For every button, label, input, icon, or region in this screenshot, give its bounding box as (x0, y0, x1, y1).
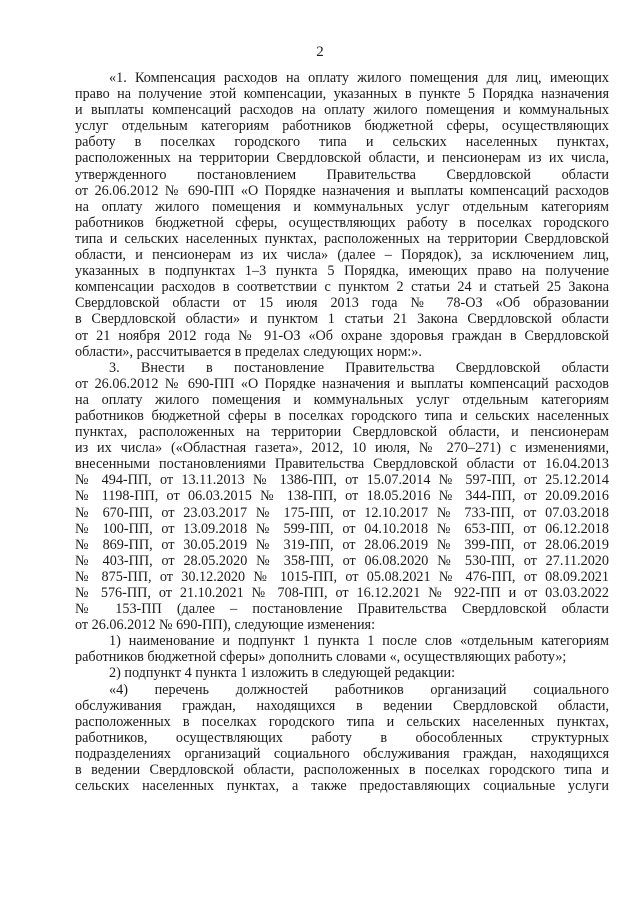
text-line: услуг отдельным категориям работников бюджетной сферы, осуществляющих (75, 118, 609, 135)
text-line: от 21 ноября 2012 года № 91-ОЗ «Об охране здоровья граждан в Свердловской (75, 327, 609, 344)
text-line: № 576-ПП, от 21.10.2021 № 708-ПП, от 16.12.2021 № 922-ПП и от 03.03.2022 (75, 585, 609, 601)
text-line: на оплату жилого помещения и коммунальных услуг отдельным категориям (75, 198, 609, 215)
text-line: 1) наименование и подпункт 1 пункта 1 после слов «отдельным категориям (109, 633, 609, 650)
text-line: № 494-ПП, от 13.11.2013 № 1386-ПП, от 15.07.2014 № 597-ПП, от 25.12.2014 (75, 472, 609, 489)
text-line: работников, осуществляющих работу в обособленных структурных (75, 729, 609, 746)
text-line: № 153-ПП (далее – постановление Правительства Свердловской области (75, 601, 609, 618)
text-line: работников бюджетной сферы в поселках городского типа и сельских населенных (75, 407, 609, 424)
text-line: пунктах, расположенных на территории Свердловской области, и пенсионерам (75, 424, 609, 441)
text-line: области», рассчитывается в пределах следующих норм:». (75, 343, 422, 360)
text-line: работу в поселках городского типа и сельских населенных пунктах, (75, 134, 609, 151)
text-line: типа и сельских населенных пунктах, расположенных на территории Свердловской (75, 230, 609, 247)
text-line: из их числа» («Областная газета», 2012, 10 июля, № 270–271) с изменениями, (75, 440, 609, 457)
text-line: подразделениях организаций социального обслуживания граждан, находящихся (75, 745, 609, 762)
text-line: № 403-ПП, от 28.05.2020 № 358-ПП, от 06.08.2020 № 530-ПП, от 27.11.2020 (75, 552, 609, 569)
text-line: на оплату жилого помещения и коммунальных услуг отдельным категориям (75, 391, 609, 408)
text-line: от 26.06.2012 № 690-ПП «О Порядке назначения и выплаты компенсаций расходов (75, 375, 609, 392)
text-line: от 26.06.2012 № 690-ПП), следующие изменения: (75, 617, 376, 634)
text-line: сельских населенных пунктах, а также предоставляющих социальные услуги (75, 778, 609, 795)
text-line: «1. Компенсация расходов на оплату жилого помещения для лиц, имеющих (109, 70, 609, 86)
text-line: право на получение этой компенсации, указанных в пункте 5 Порядка назначения (75, 86, 609, 103)
text-line: Свердловской области от 15 июля 2013 года № 78-ОЗ «Об образовании (75, 295, 609, 312)
text-line: обслуживания граждан, находящихся в ведении Свердловской области, (75, 697, 609, 714)
text-line: от 26.06.2012 № 690-ПП «О Порядке назначения и выплаты компенсаций расходов (75, 182, 609, 199)
text-line: указанных в подпунктах 1–3 пункта 5 Порядка, имеющих право на получение (75, 263, 609, 280)
page-number: 2 (316, 44, 324, 60)
text-line: «4) перечень должностей работников организаций социального (109, 681, 609, 698)
text-line: утвержденного постановлением Правительства Свердловской области (75, 166, 609, 183)
text-line: работников бюджетной сферы, осуществляющих работу в поселках городского (75, 214, 609, 231)
text-line: № 1198-ПП, от 06.03.2015 № 138-ПП, от 18.05.2016 № 344-ПП, от 20.09.2016 (75, 488, 609, 505)
text-line: № 670-ПП, от 23.03.2017 № 175-ПП, от 12.10.2017 № 733-ПП, от 07.03.2018 (75, 504, 609, 521)
text-line: 3. Внести в постановление Правительства Свердловской области (109, 359, 609, 376)
document-body (75, 70, 609, 794)
text-line: внесенными постановлениями Правительства Свердловской области от 16.04.2013 (75, 456, 609, 473)
text-line: расположенных на территории Свердловской области, и пенсионерам из их числа, (75, 150, 609, 167)
text-line: области, и пенсионерам из их числа» (далее – Порядок), за исключением лиц, (75, 247, 609, 264)
text-line: работников бюджетной сферы» дополнить словами «, осуществляющих работу»; (75, 649, 567, 666)
text-line: компенсации расходов в соответствии с пунктом 2 статьи 24 и статьей 25 Закона (75, 279, 609, 296)
text-line: № 869-ПП, от 30.05.2019 № 319-ПП, от 28.06.2019 № 399-ПП, от 28.06.2019 (75, 536, 609, 553)
text-line: и выплаты компенсаций расходов на оплату жилого помещения и коммунальных (75, 102, 609, 119)
text-line: 2) подпункт 4 пункта 1 изложить в следующей редакции: (109, 665, 456, 682)
text-line: в ведении Свердловской области, расположенных в поселках городского типа и (75, 762, 609, 779)
text-line: № 875-ПП, от 30.12.2020 № 1015-ПП, от 05.08.2021 № 476-ПП, от 08.09.2021 (75, 568, 609, 585)
text-line: расположенных в поселках городского типа и сельских населенных пунктах, (75, 713, 609, 730)
text-line: в Свердловской области» и пунктом 1 статьи 21 Закона Свердловской области (75, 311, 609, 328)
text-line: № 100-ПП, от 13.09.2018 № 599-ПП, от 04.10.2018 № 653-ПП, от 06.12.2018 (75, 520, 609, 537)
